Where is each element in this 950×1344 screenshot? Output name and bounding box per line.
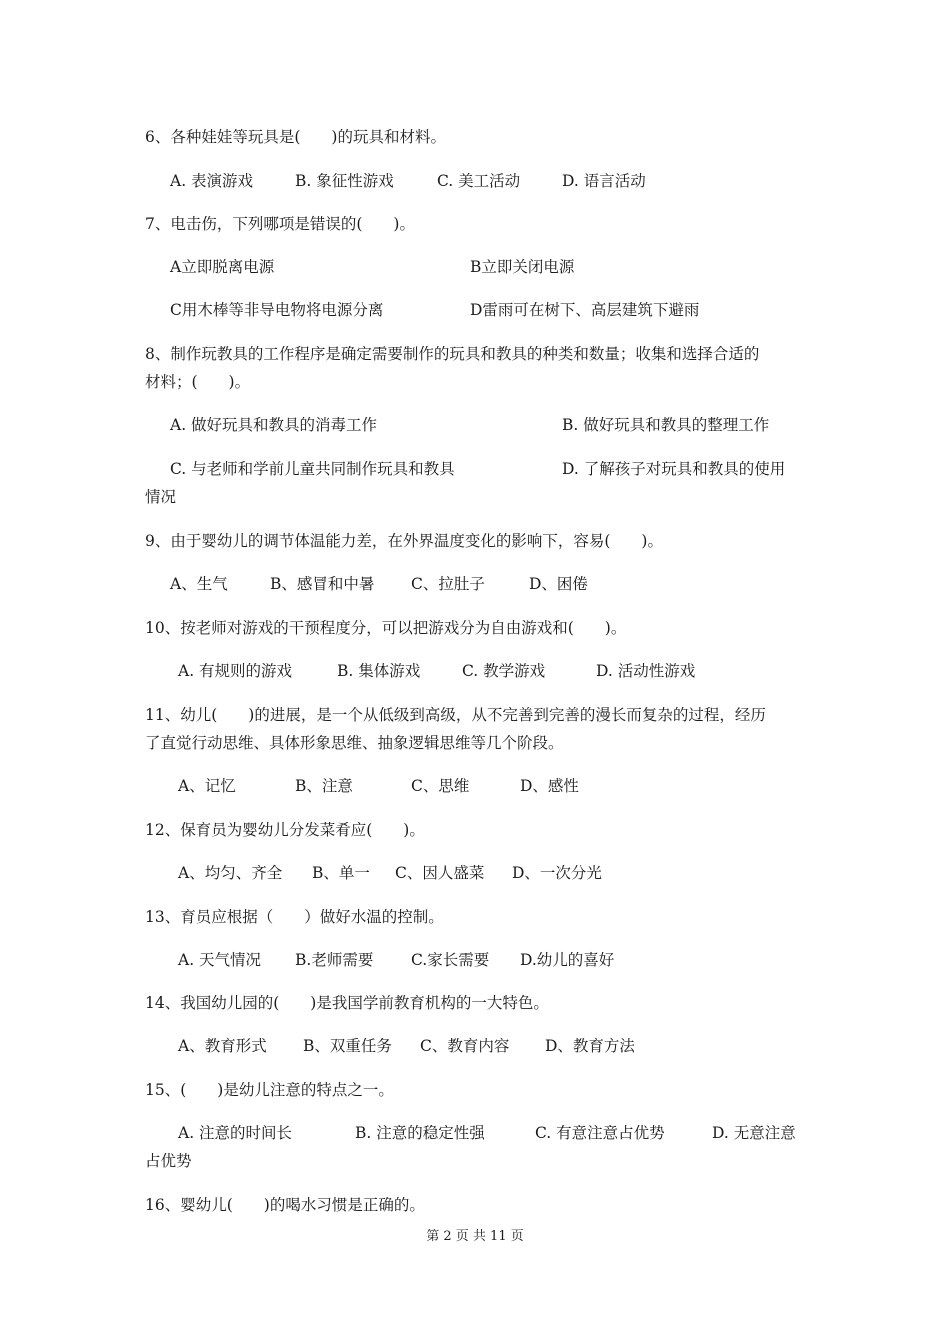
question-11-stem-line1: 11、幼儿( )的进展，是一个从低级到高级，从不完善到完善的漫长而复杂的过程，经历 — [145, 706, 766, 724]
q10-option-a: A. 有规则的游戏 — [178, 662, 293, 680]
q12-option-c: C、因人盛菜 — [395, 864, 485, 882]
q15-option-c: C. 有意注意占优势 — [535, 1124, 665, 1142]
q6-option-d: D. 语言活动 — [562, 172, 646, 190]
q11-option-c: C、思维 — [411, 777, 470, 795]
q8-option-d-continued: 情况 — [145, 488, 177, 506]
q6-option-c: C. 美工活动 — [437, 172, 521, 190]
question-7-stem: 7、电击伤，下列哪项是错误的( )。 — [145, 215, 415, 233]
q13-option-d: D.幼儿的喜好 — [520, 951, 615, 969]
q9-option-d: D、困倦 — [529, 575, 588, 593]
q8-option-a: A. 做好玩具和教具的消毒工作 — [170, 416, 378, 434]
q15-option-a: A. 注意的时间长 — [178, 1124, 293, 1142]
q12-option-d: D、一次分光 — [512, 864, 602, 882]
question-14-stem: 14、我国幼儿园的( )是我国学前教育机构的一大特色。 — [145, 994, 549, 1012]
q6-option-b: B. 象征性游戏 — [295, 172, 394, 190]
q9-option-c: C、拉肚子 — [411, 575, 485, 593]
q12-option-a: A、均匀、齐全 — [178, 864, 283, 882]
q15-option-d-continued: 占优势 — [145, 1152, 192, 1170]
q11-option-a: A、记忆 — [178, 777, 236, 795]
q10-option-b: B. 集体游戏 — [337, 662, 421, 680]
q7-option-d: D雷雨可在树下、高层建筑下避雨 — [470, 301, 700, 319]
question-10-stem: 10、按老师对游戏的干预程度分，可以把游戏分为自由游戏和( )。 — [145, 619, 627, 637]
question-16-stem: 16、婴幼儿( )的喝水习惯是正确的。 — [145, 1196, 425, 1214]
q6-option-a: A. 表演游戏 — [170, 172, 254, 190]
page-number-footer: 第 2 页 共 11 页 — [426, 1229, 524, 1244]
q7-option-c: C用木棒等非导电物将电源分离 — [170, 301, 384, 319]
q9-option-a: A、生气 — [170, 575, 228, 593]
q7-option-a: A立即脱离电源 — [170, 258, 275, 276]
q14-option-b: B、双重任务 — [303, 1037, 392, 1055]
question-11-stem-line2: 了直觉行动思维、具体形象思维、抽象逻辑思维等几个阶段。 — [145, 734, 564, 752]
question-8-stem-line2: 材料；( )。 — [145, 373, 251, 391]
question-9-stem: 9、由于婴幼儿的调节体温能力差，在外界温度变化的影响下，容易( )。 — [145, 532, 663, 550]
q7-option-b: B立即关闭电源 — [470, 258, 575, 276]
q8-option-d: D. 了解孩子对玩具和教具的使用 — [562, 460, 786, 478]
q15-option-d: D. 无意注意 — [712, 1124, 796, 1142]
q8-option-b: B. 做好玩具和教具的整理工作 — [562, 416, 770, 434]
question-12-stem: 12、保育员为婴幼儿分发菜肴应( )。 — [145, 821, 425, 839]
q13-option-a: A. 天气情况 — [178, 951, 262, 969]
question-6-stem: 6、各种娃娃等玩具是( )的玩具和材料。 — [145, 128, 446, 146]
q11-option-b: B、注意 — [295, 777, 353, 795]
q10-option-c: C. 教学游戏 — [462, 662, 546, 680]
q14-option-c: C、教育内容 — [420, 1037, 510, 1055]
q11-option-d: D、感性 — [520, 777, 579, 795]
q13-option-b: B.老师需要 — [295, 951, 374, 969]
question-13-stem: 13、育员应根据（ ）做好水温的控制。 — [145, 908, 444, 926]
q13-option-c: C.家长需要 — [411, 951, 490, 969]
q14-option-a: A、教育形式 — [178, 1037, 267, 1055]
q12-option-b: B、单一 — [312, 864, 370, 882]
q14-option-d: D、教育方法 — [545, 1037, 635, 1055]
question-15-stem: 15、( )是幼儿注意的特点之一。 — [145, 1081, 394, 1099]
q9-option-b: B、感冒和中暑 — [270, 575, 375, 593]
q8-option-c: C. 与老师和学前儿童共同制作玩具和教具 — [170, 460, 455, 478]
q10-option-d: D. 活动性游戏 — [596, 662, 696, 680]
question-8-stem-line1: 8、制作玩教具的工作程序是确定需要制作的玩具和教具的种类和数量；收集和选择合适的 — [145, 345, 760, 363]
q15-option-b: B. 注意的稳定性强 — [355, 1124, 485, 1142]
